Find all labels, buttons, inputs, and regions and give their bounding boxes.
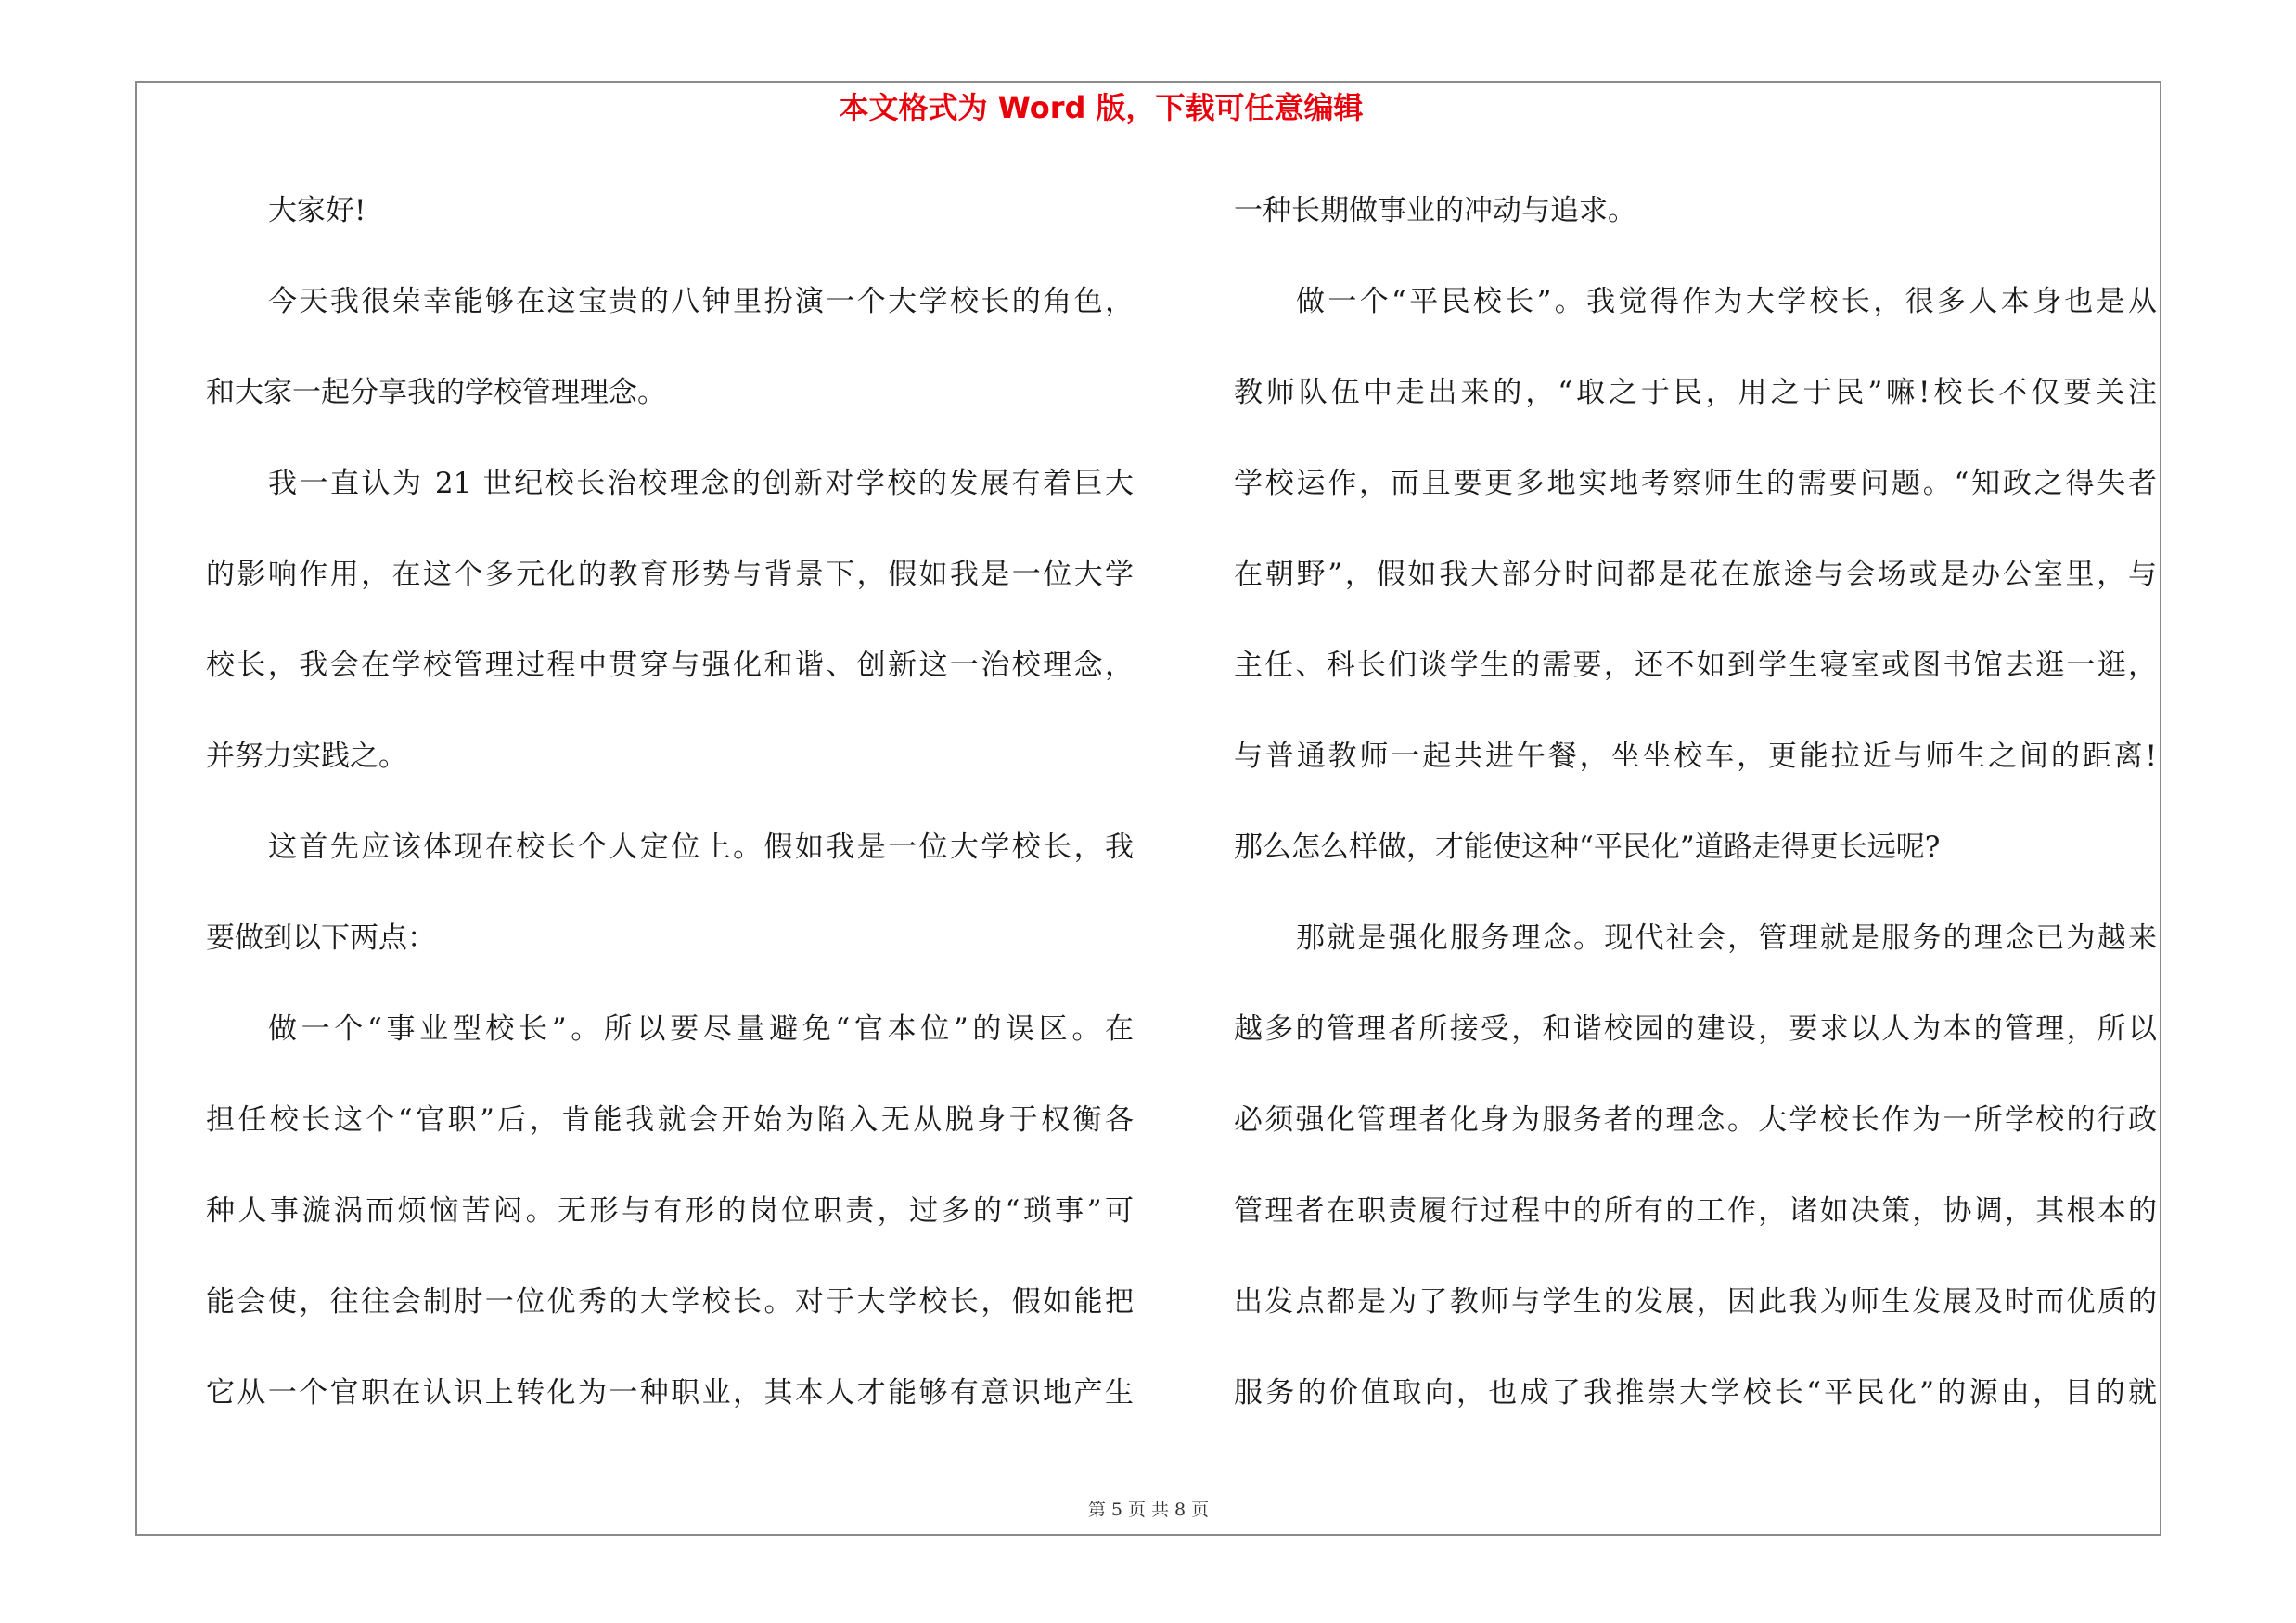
paragraph (1234, 165, 2157, 256)
paragraph (206, 984, 1134, 1438)
text-line: 出发点都是为了教师与学生的发展，因此我为师生发展及时而优质的 (1234, 1285, 2157, 1319)
paragraph (206, 438, 1134, 802)
text-line: 做一个“平民校长”。我觉得作为大学校长，很多人本身也是从 (1296, 285, 2157, 318)
text-line: 那就是强化服务理念。现代社会，管理就是服务的理念已为越来 (1296, 921, 2157, 955)
text-line: 那么怎么样做，才能使这种“平民化”道路走得更长远呢? (1234, 831, 1941, 864)
text-line: 教师队伍中走出来的，“取之于民，用之于民”嘛!校长不仅要关注 (1234, 376, 2157, 409)
text-line: 我一直认为 21 世纪校长治校理念的创新对学校的发展有着巨大 (268, 467, 1134, 500)
left-text-column (206, 165, 1134, 1438)
page-number-footer: 第 5 页 共 8 页 (1087, 1500, 1210, 1520)
paragraph (206, 802, 1134, 984)
text-line: 做一个“事业型校长”。所以要尽量避免“官本位”的误区。在 (268, 1012, 1134, 1046)
text-line: 今天我很荣幸能够在这宝贵的八钟里扮演一个大学校长的角色， (268, 285, 1134, 318)
text-line: 必须强化管理者化身为服务者的理念。大学校长作为一所学校的行政 (1234, 1103, 2157, 1137)
text-line: 大家好! (268, 194, 366, 227)
text-line: 越多的管理者所接受，和谐校园的建设，要求以人为本的管理，所以 (1234, 1012, 2157, 1046)
text-line: 与普通教师一起共进午餐，坐坐校车，更能拉近与师生之间的距离! (1234, 740, 2157, 773)
text-line: 并努力实践之。 (206, 740, 407, 773)
text-line: 主任、科长们谈学生的需要，还不如到学生寝室或图书馆去逛一逛， (1234, 649, 2157, 682)
text-line: 能会使，往往会制肘一位优秀的大学校长。对于大学校长，假如能把 (206, 1285, 1134, 1319)
paragraph (206, 165, 1134, 256)
text-line: 在朝野”，假如我大部分时间都是花在旅途与会场或是办公室里，与 (1234, 558, 2157, 591)
text-line: 的影响作用，在这个多元化的教育形势与背景下，假如我是一位大学 (206, 558, 1134, 591)
text-line: 服务的价值取向，也成了我推崇大学校长“平民化”的源由，目的就 (1234, 1376, 2157, 1410)
text-line: 一种长期做事业的冲动与追求。 (1234, 194, 1636, 227)
paragraph (1234, 893, 2157, 1438)
text-line: 种人事漩涡而烦恼苦闷。无形与有形的岗位职责，过多的“琐事”可 (206, 1194, 1134, 1228)
paragraph (1234, 256, 2157, 893)
text-line: 这首先应该体现在校长个人定位上。假如我是一位大学校长，我 (268, 831, 1134, 864)
paragraph (206, 256, 1134, 438)
text-line: 它从一个官职在认识上转化为一种职业，其本人才能够有意识地产生 (206, 1376, 1134, 1410)
text-line: 要做到以下两点： (206, 921, 436, 955)
text-line: 校长，我会在学校管理过程中贯穿与强化和谐、创新这一治校理念， (206, 649, 1134, 682)
right-text-column (1234, 165, 2157, 1438)
text-line: 学校运作，而且要更多地实地考察师生的需要问题。“知政之得失者 (1234, 467, 2157, 500)
text-line: 管理者在职责履行过程中的所有的工作，诸如决策，协调，其根本的 (1234, 1194, 2157, 1228)
text-line: 担任校长这个“官职”后，肯能我就会开始为陷入无从脱身于权衡各 (206, 1103, 1134, 1137)
text-line: 和大家一起分享我的学校管理理念。 (206, 376, 666, 409)
word-format-notice: 本文格式为 Word 版，下载可任意编辑 (839, 90, 1364, 125)
